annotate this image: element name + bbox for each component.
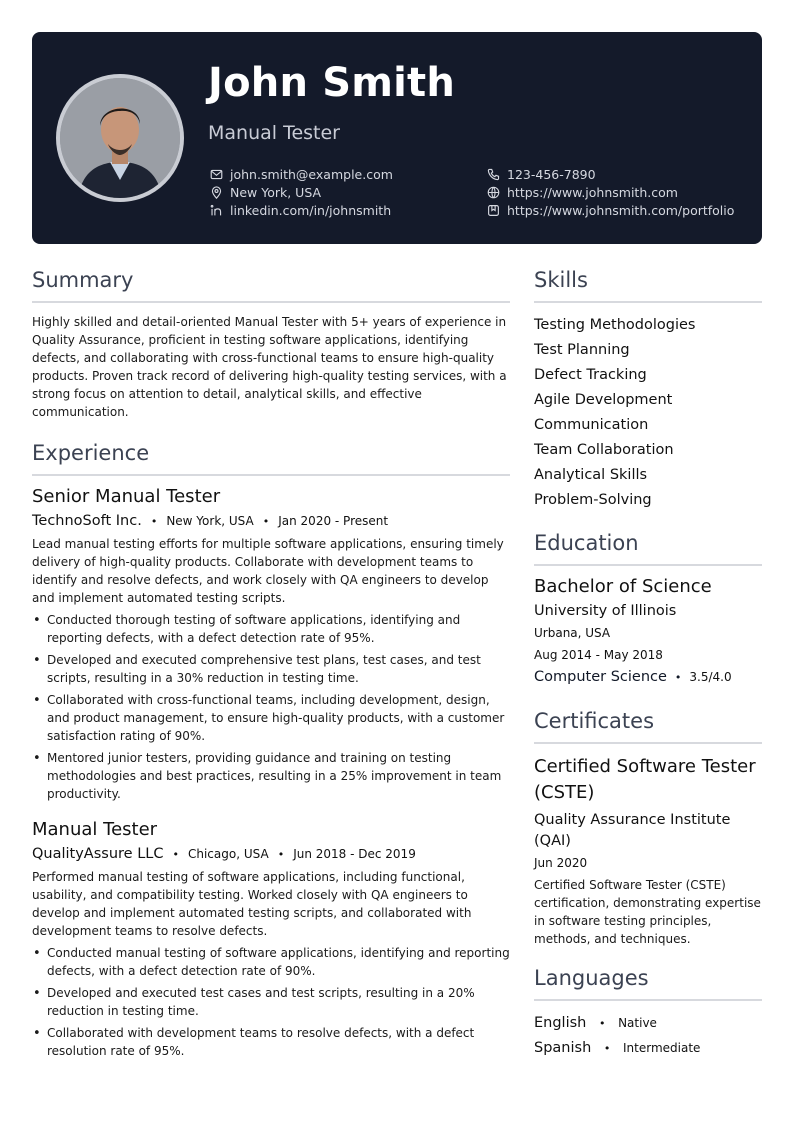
email-text: john.smith@example.com (230, 166, 393, 182)
education-degree: Bachelor of Science (534, 576, 712, 597)
contact-email[interactable] (208, 165, 393, 183)
person-portrait-image (60, 78, 180, 198)
job-title: Manual Tester (32, 819, 158, 840)
bookmark-icon (485, 202, 501, 218)
education-entry (534, 576, 762, 685)
skill-item: Communication (534, 417, 649, 433)
separator-dot: • (603, 1042, 611, 1055)
summary-heading: Summary (32, 268, 510, 303)
achievement-item: • Developed and executed test cases and test scripts, resulting in a 20% reduction in testing time. (32, 984, 510, 1020)
skill-item: Test Planning (534, 342, 630, 358)
job-entry (32, 819, 510, 1060)
resume-header (32, 32, 762, 244)
contact-portfolio[interactable] (485, 201, 734, 219)
job-achievements (32, 944, 510, 1060)
contact-location (208, 183, 321, 201)
candidate-role: Manual Tester (208, 122, 340, 144)
phone-text: 123-456-7890 (507, 166, 596, 182)
language-item (534, 1036, 762, 1061)
contact-website[interactable] (485, 183, 678, 201)
job-meta (32, 846, 510, 862)
job-location: Chicago, USA (187, 847, 269, 861)
separator-dot: • (172, 848, 179, 861)
website-text: https://www.johnsmith.com (507, 184, 678, 200)
education-field-row (534, 669, 762, 685)
certificate-date: Jun 2020 (534, 856, 588, 870)
phone-icon (485, 166, 501, 182)
profile-photo (56, 74, 184, 202)
job-meta (32, 513, 510, 529)
location-text: New York, USA (230, 184, 322, 200)
skill-item: Agile Development (534, 392, 673, 408)
skills-list (534, 313, 762, 513)
education-dates: Aug 2014 - May 2018 (534, 648, 663, 662)
language-name: English (534, 1015, 587, 1031)
job-entry (32, 486, 510, 803)
languages-heading: Languages (534, 966, 762, 1001)
achievement-item: • Collaborated with cross-functional teams, including development, design, and product management, to ensure high-quality products, with a customer satisfaction rating of 90%. (32, 691, 510, 745)
job-description: Performed manual testing of software applications, including functional, usability, and compatibility testing. Worked closely with QA engineers to develop and implement automated testing scripts, and collaborated with development teams to resolve defects. (32, 870, 472, 938)
separator-dot: • (262, 515, 270, 528)
contact-phone[interactable] (485, 165, 596, 183)
contact-linkedin[interactable] (208, 201, 391, 219)
globe-icon (485, 184, 501, 200)
achievement-item: • Conducted manual testing of software applications, identifying and reporting defects, with a defect detection rate of 90%. (32, 944, 510, 980)
language-name: Spanish (534, 1040, 592, 1056)
job-dates: Jan 2020 - Present (278, 514, 389, 528)
language-level: Native (618, 1016, 657, 1030)
achievement-item: • Conducted thorough testing of software applications, identifying and reporting defects, with a defect detection rate of 95%. (32, 611, 510, 647)
envelope-icon (208, 166, 224, 182)
skills-heading: Skills (534, 268, 762, 303)
certificates-heading: Certificates (534, 709, 762, 744)
job-description: Lead manual testing efforts for multiple software applications, ensuring timely delivery of high-quality products. Collaborate with development teams to identify and resolve defects, and work closely with QA engineers to develop and implement automated testing scripts. (32, 537, 504, 605)
job-location: New York, USA (166, 514, 254, 528)
map-pin-icon (208, 184, 224, 200)
skill-item: Defect Tracking (534, 367, 647, 383)
skill-item: Problem-Solving (534, 492, 652, 508)
main-column (32, 268, 510, 1064)
skill-item: Testing Methodologies (534, 317, 696, 333)
languages-list (534, 1011, 762, 1061)
separator-dot: • (674, 671, 682, 684)
achievement-item: • Developed and executed comprehensive test plans, test cases, and test scripts, resulting in a 30% reduction in testing time. (32, 651, 510, 687)
job-company: QualityAssure LLC (32, 846, 164, 862)
certificate-description: Certified Software Tester (CSTE) certification, demonstrating expertise in software testing principles, methods, and techniques. (534, 878, 761, 946)
achievement-item: • Mentored junior testers, providing guidance and training on testing methodologies and best practices, resulting in a 25% improvement in team productivity. (32, 749, 510, 803)
linkedin-text: linkedin.com/in/johnsmith (230, 202, 392, 218)
sidebar-column (534, 268, 762, 1061)
summary-text: Highly skilled and detail-oriented Manual Tester with 5+ years of experience in Quality Assurance, proficient in testing software applications, identifying defects, and collaborating with cross-functional teams to ensure high-quality products. Proven track record of delivering high-quality testing services, with a strong focus on attention to detail, analytical skills, and effective communication. (32, 315, 507, 419)
portfolio-text: https://www.johnsmith.com/portfolio (507, 202, 735, 218)
certificate-entry (534, 754, 762, 948)
language-item (534, 1011, 762, 1036)
job-company: TechnoSoft Inc. (32, 513, 142, 529)
language-level: Intermediate (622, 1041, 701, 1055)
education-heading: Education (534, 531, 762, 566)
achievement-item: • Collaborated with development teams to resolve defects, with a defect resolution rate of 95%. (32, 1024, 510, 1060)
separator-dot: • (277, 848, 285, 861)
certificate-issuer: Quality Assurance Institute (QAI) (534, 812, 731, 849)
separator-dot: • (598, 1017, 606, 1030)
job-title: Senior Manual Tester (32, 486, 221, 507)
separator-dot: • (150, 515, 158, 528)
education-school: University of Illinois (534, 603, 677, 619)
job-achievements (32, 611, 510, 803)
linkedin-icon (208, 202, 224, 218)
skill-item: Analytical Skills (534, 467, 648, 483)
education-location: Urbana, USA (534, 626, 611, 640)
education-field: Computer Science (534, 669, 667, 685)
skill-item: Team Collaboration (534, 442, 674, 458)
certificate-name: Certified Software Tester (CSTE) (534, 756, 756, 803)
job-dates: Jun 2018 - Dec 2019 (293, 847, 416, 861)
experience-heading: Experience (32, 441, 510, 476)
candidate-name: John Smith (208, 60, 456, 106)
education-gpa: 3.5/4.0 (689, 670, 732, 684)
